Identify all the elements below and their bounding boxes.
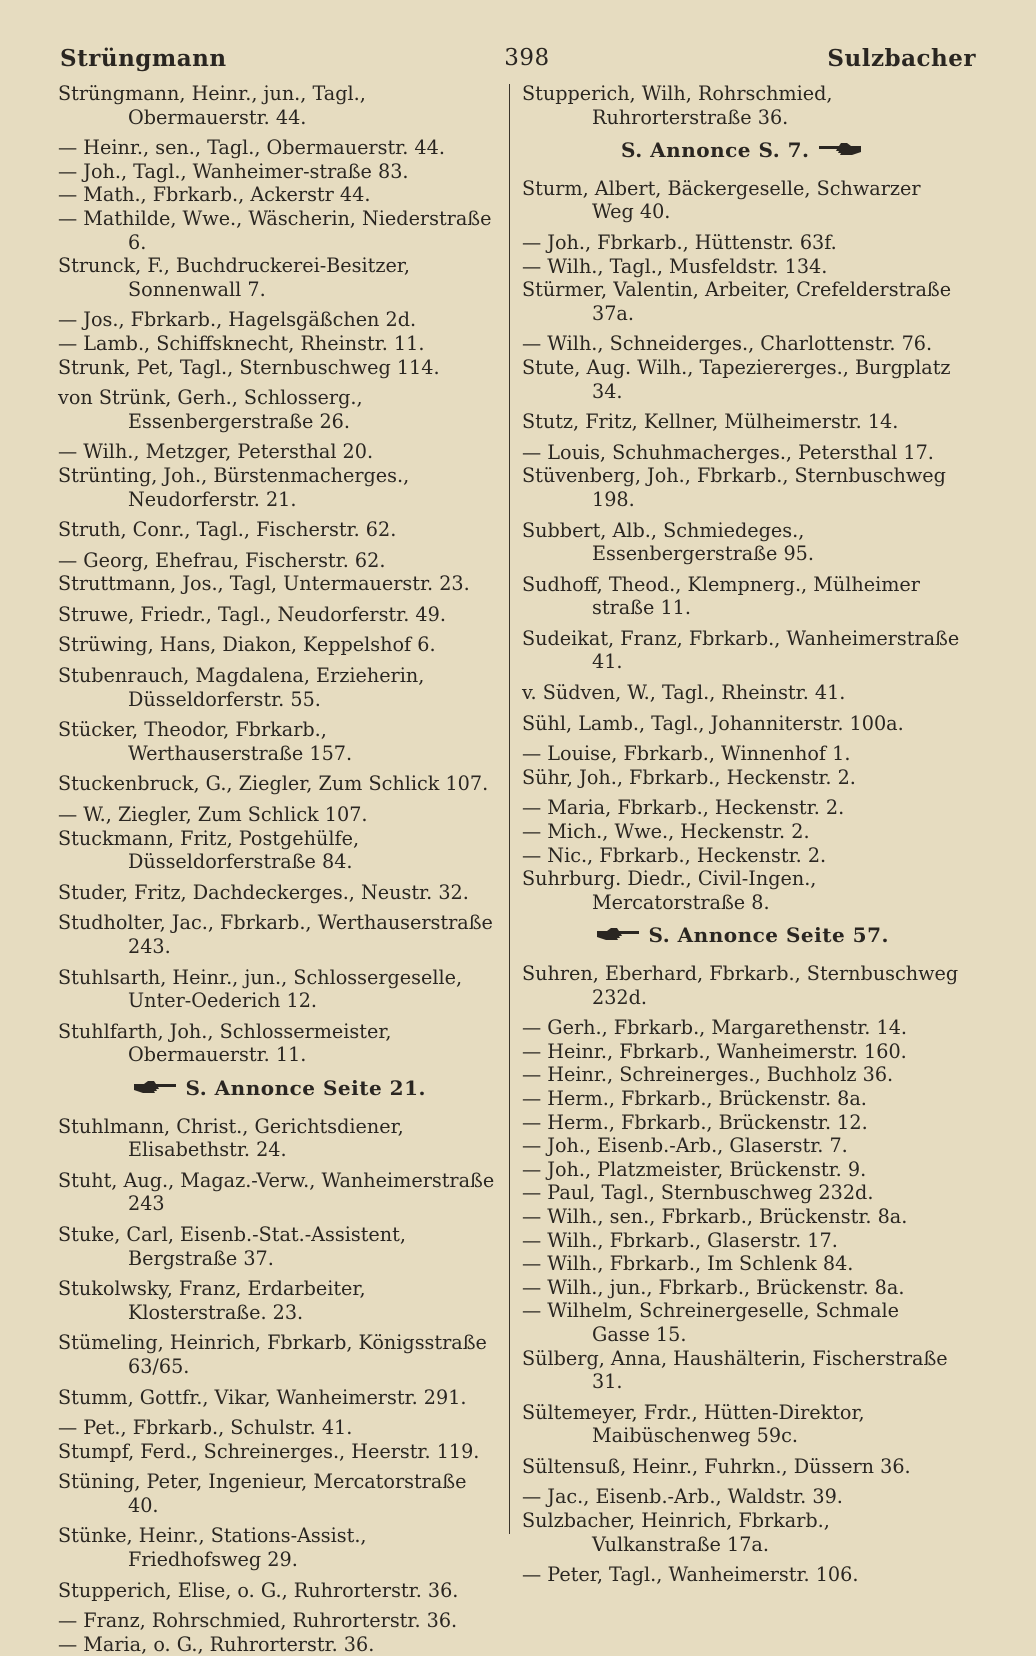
pointing-hand-icon <box>817 141 863 159</box>
right-entries <box>522 82 962 129</box>
header-left-name: Strüngmann <box>60 44 227 72</box>
directory-entry: Struth, Conr., Tagl., Fischerstr. 62. <box>58 518 397 542</box>
directory-entry: — Gerh., Fbrkarb., Margarethenstr. 14. <box>522 1016 908 1040</box>
page-header <box>60 38 976 78</box>
directory-entry: — Franz, Rohrschmied, Ruhrorterstr. 36. <box>58 1609 458 1633</box>
right-entries-2 <box>522 177 962 915</box>
directory-entry: — Jac., Eisenb.-Arb., Waldstr. 39. <box>522 1485 843 1509</box>
directory-entry: — Joh., Tagl., Wanheimer-straße 83. <box>58 159 409 183</box>
directory-entry: Stücker, Theodor, Fbrkarb., Werthauserstraße 157. <box>58 718 353 765</box>
directory-entry: Stuckenbruck, G., Ziegler, Zum Schlick 107. <box>58 772 489 796</box>
directory-entry: Stüning, Peter, Ingenieur, Mercatorstraße 40. <box>58 1470 467 1517</box>
directory-entry: Subbert, Alb., Schmiedeges., Essenbergerstraße 95. <box>522 518 814 566</box>
directory-entry: — Math., Fbrkarb., Ackerstr 44. <box>58 183 371 207</box>
directory-entry: Stutz, Fritz, Kellner, Mülheimerstr. 14. <box>522 410 899 434</box>
annonce-notice <box>58 1077 500 1101</box>
directory-entry: — Wilh., jun., Fbrkarb., Brückenstr. 8a. <box>522 1275 905 1299</box>
directory-entry: Stute, Aug. Wilh., Tapeziererges., Burgplatz 34. <box>522 355 951 403</box>
page-number: 398 <box>504 45 550 71</box>
directory-entry: Stupperich, Wilh, Rohrschmied, Ruhrorterstraße 36. <box>522 82 833 129</box>
directory-entry: Stupperich, Elise, o. G., Ruhrorterstr. 36. <box>58 1578 459 1602</box>
directory-entry: — Pet., Fbrkarb., Schulstr. 41. <box>58 1416 353 1440</box>
directory-entry: Stukolwsky, Franz, Erdarbeiter, Klosterstraße. 23. <box>58 1277 366 1324</box>
directory-entry: — Heinr., Fbrkarb., Wanheimerstr. 160. <box>522 1039 907 1063</box>
directory-entry: Sudeikat, Franz, Fbrkarb., Wanheimerstraße 41. <box>522 626 960 674</box>
directory-entry: Strunk, Pet, Tagl., Sternbuschweg 114. <box>58 355 440 379</box>
directory-entry: — Maria, Fbrkarb., Heckenstr. 2. <box>522 796 845 820</box>
directory-entry: Sülberg, Anna, Haushälterin, Fischerstraße 31. <box>522 1346 948 1394</box>
right-column <box>522 82 962 1587</box>
directory-entry: — Wilh., sen., Fbrkarb., Brückenstr. 8a. <box>522 1204 908 1228</box>
directory-entry: Suhren, Eberhard, Fbrkarb., Sternbuschweg 232d. <box>522 962 959 1009</box>
directory-entry: Stuht, Aug., Magaz.-Verw., Wanheimerstraße 243 <box>58 1168 495 1216</box>
directory-entry: Stuckmann, Fritz, Postgehülfe, Düsseldorferstraße 84. <box>58 826 360 874</box>
directory-entry: Stumpf, Ferd., Schreinerges., Heerstr. 119. <box>58 1439 480 1463</box>
directory-entry: Suhrburg. Diedr., Civil-Ingen., Mercatorstraße 8. <box>522 867 817 914</box>
pointing-hand-icon <box>132 1079 178 1097</box>
directory-entry: — Louis, Schuhmacherges., Petersthal 17. <box>522 440 934 464</box>
directory-entry: — Mathilde, Wwe., Wäscherin, Niederstraße 6. <box>58 206 492 254</box>
directory-entry: v. Südven, W., Tagl., Rheinstr. 41. <box>522 681 846 705</box>
directory-entry: — Maria, o. G., Ruhrorterstr. 36. <box>58 1632 375 1656</box>
directory-entry: Stumm, Gottfr., Vikar, Wanheimerstr. 291. <box>58 1385 467 1409</box>
directory-entry: Sühr, Joh., Fbrkarb., Heckenstr. 2. <box>522 765 856 789</box>
directory-entry: Stuhlmann, Christ., Gerichtsdiener, Elisabethstr. 24. <box>58 1114 404 1162</box>
header-right-name: Sulzbacher <box>827 44 976 72</box>
directory-entry: — Joh., Fbrkarb., Hüttenstr. 63f. <box>522 230 837 254</box>
right-entries-3 <box>522 962 962 1587</box>
left-column <box>58 82 500 1656</box>
directory-entry: — Jos., Fbrkarb., Hagelsgäßchen 2d. <box>58 308 417 332</box>
directory-entry: Sültensuß, Heinr., Fuhrkn., Düssern 36. <box>522 1454 911 1478</box>
directory-entry: — Wilh., Schneiderges., Charlottenstr. 76. <box>522 332 933 356</box>
directory-entry: — Nic., Fbrkarb., Heckenstr. 2. <box>522 843 827 867</box>
pointing-hand-icon <box>595 926 641 944</box>
directory-entry: Strüwing, Hans, Diakon, Keppelshof 6. <box>58 633 436 657</box>
directory-entry: Studholter, Jac., Fbrkarb., Werthauserstraße 243. <box>58 911 493 958</box>
directory-entry: Sudhoff, Theod., Klempnerg., Mülheimer straße 11. <box>522 572 920 620</box>
directory-entry: — Peter, Tagl., Wanheimerstr. 106. <box>522 1563 859 1587</box>
directory-entry: — W., Ziegler, Zum Schlick 107. <box>58 803 368 827</box>
directory-entry: Stürmer, Valentin, Arbeiter, Crefelderstraße 37a. <box>522 278 952 325</box>
directory-entry: Stubenrauch, Magdalena, Erzieherin, Düsseldorferstr. 55. <box>58 664 425 711</box>
left-entries-2 <box>58 1115 500 1656</box>
directory-entry: Strüngmann, Heinr., jun., Tagl., Obermauerstr. 44. <box>58 82 366 129</box>
directory-entry: Struwe, Friedr., Tagl., Neudorferstr. 49. <box>58 602 446 626</box>
directory-entry: Sulzbacher, Heinrich, Fbrkarb., Vulkanstraße 17a. <box>522 1509 830 1556</box>
directory-entry: — Heinr., Schreinerges., Buchholz 36. <box>522 1063 894 1087</box>
directory-entry: — Lamb., Schiffsknecht, Rheinstr. 11. <box>58 331 425 355</box>
column-divider <box>509 84 510 1534</box>
directory-entry: — Wilh., Fbrkarb., Glaserstr. 17. <box>522 1228 838 1252</box>
directory-entry: Stuhlsarth, Heinr., jun., Schlossergeselle, Unter-Oederich 12. <box>58 965 463 1013</box>
annonce-label: S. Annonce Seite 21. <box>185 1075 426 1100</box>
annonce-label: S. Annonce Seite 57. <box>648 923 889 948</box>
annonce-notice-2 <box>522 924 962 948</box>
directory-entry: — Joh., Eisenb.-Arb., Glaserstr. 7. <box>522 1134 848 1158</box>
directory-entry: — Wilh., Fbrkarb., Im Schlenk 84. <box>522 1252 854 1276</box>
directory-entry: Studer, Fritz, Dachdeckerges., Neustr. 32. <box>58 880 469 904</box>
directory-entry: — Heinr., sen., Tagl., Obermauerstr. 44. <box>58 136 445 160</box>
directory-entry: Stuke, Carl, Eisenb.-Stat.-Assistent, Bergstraße 37. <box>58 1222 406 1270</box>
left-entries <box>58 82 500 1067</box>
directory-entry: Sturm, Albert, Bäckergeselle, Schwarzer Weg 40. <box>522 176 921 224</box>
directory-entry: — Herm., Fbrkarb., Brückenstr. 8a. <box>522 1086 867 1110</box>
directory-entry: Stümeling, Heinrich, Fbrkarb, Königsstraße 63/65. <box>58 1331 487 1378</box>
directory-entry: Stuhlfarth, Joh., Schlossermeister, Obermauerstr. 11. <box>58 1019 392 1067</box>
directory-entry: — Mich., Wwe., Heckenstr. 2. <box>522 820 810 844</box>
directory-entry: — Wilhelm, Schreinergeselle, Schmale Gasse 15. <box>522 1299 900 1346</box>
directory-entry: — Herm., Fbrkarb., Brückenstr. 12. <box>522 1110 868 1134</box>
directory-entry: Strunck, F., Buchdruckerei-Besitzer, Sonnenwall 7. <box>58 254 410 301</box>
directory-entry: Struttmann, Jos., Tagl, Untermauerstr. 23. <box>58 572 470 596</box>
directory-entry: Sültemeyer, Frdr., Hütten-Direktor, Maibüschenweg 59c. <box>522 1400 865 1448</box>
directory-entry: — Wilh., Tagl., Musfeldstr. 134. <box>522 254 828 278</box>
directory-entry: — Georg, Ehefrau, Fischerstr. 62. <box>58 548 386 572</box>
directory-entry: von Strünk, Gerh., Schlosserg., Essenbergerstraße 26. <box>58 386 363 433</box>
directory-entry: Stünke, Heinr., Stations-Assist., Friedhofsweg 29. <box>58 1524 367 1572</box>
annonce-notice-1 <box>522 139 962 163</box>
directory-entry: — Joh., Platzmeister, Brückenstr. 9. <box>522 1157 867 1181</box>
directory-entry: Stüvenberg, Joh., Fbrkarb., Sternbuschweg 198. <box>522 464 946 511</box>
directory-entry: — Wilh., Metzger, Petersthal 20. <box>58 440 374 464</box>
directory-entry: Sühl, Lamb., Tagl., Johanniterstr. 100a. <box>522 711 904 735</box>
directory-entry: — Louise, Fbrkarb., Winnenhof 1. <box>522 742 851 766</box>
directory-entry: — Paul, Tagl., Sternbuschweg 232d. <box>522 1181 874 1205</box>
annonce-label: S. Annonce S. 7. <box>620 138 810 163</box>
directory-entry: Strünting, Joh., Bürstenmacherges., Neudorferstr. 21. <box>58 463 410 511</box>
